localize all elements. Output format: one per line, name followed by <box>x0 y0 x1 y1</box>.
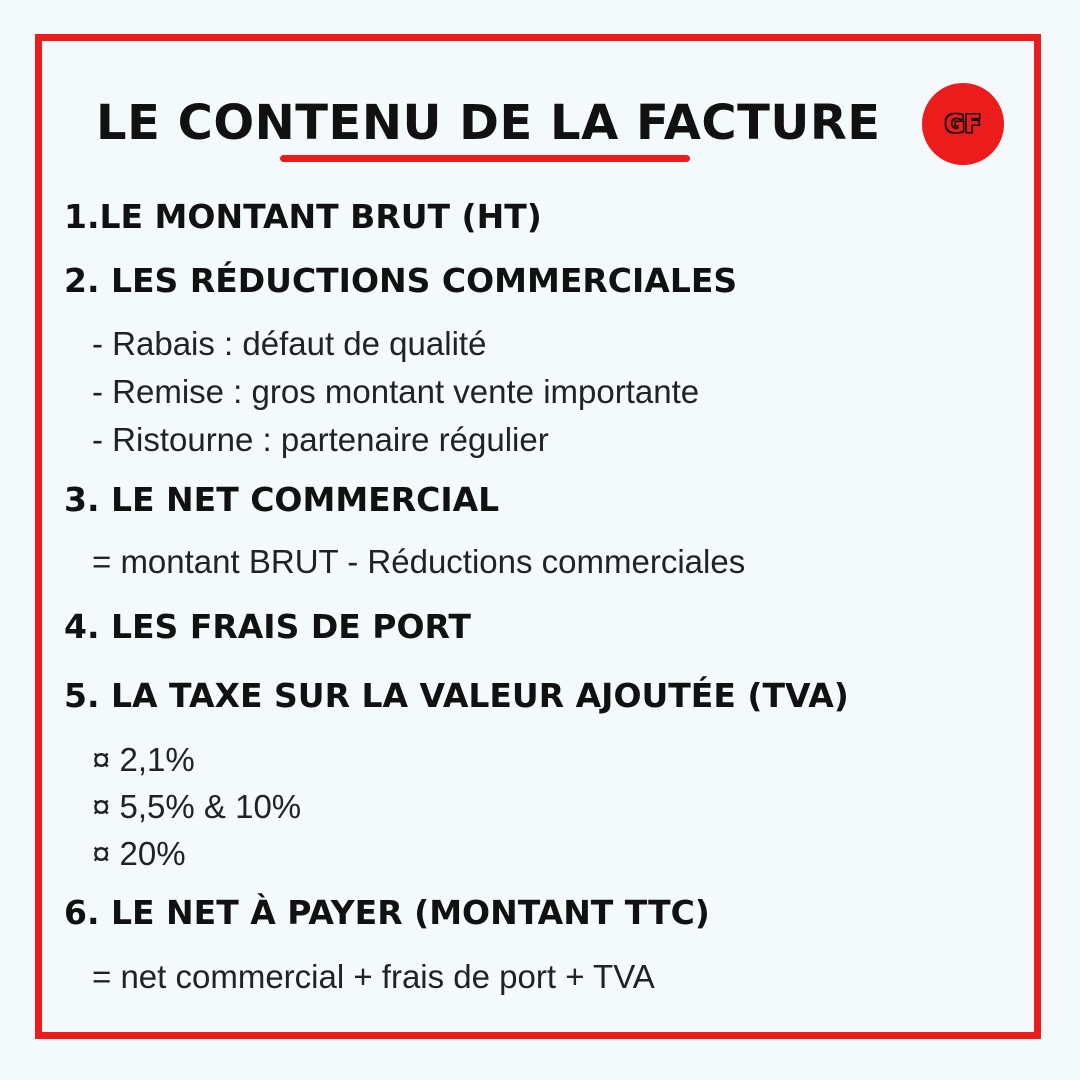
reduction-item-remise: - Remise : gros montant vente importante <box>92 373 700 410</box>
page-title: LE CONTENU DE LA FACTURE <box>96 95 881 151</box>
gf-logo: GF <box>922 83 1004 165</box>
section-heading-frais-de-port: 4. LES FRAIS DE PORT <box>64 607 471 646</box>
tva-rate-item: ¤ 5,5% & 10% <box>92 788 302 825</box>
section-heading-tva: 5. LA TAXE SUR LA VALEUR AJOUTÉE (TVA) <box>64 676 849 715</box>
section-heading-montant-brut: 1.LE MONTANT BRUT (HT) <box>64 197 542 236</box>
net-a-payer-formula: = net commercial + frais de port + TVA <box>92 958 655 995</box>
title-underline <box>280 155 690 162</box>
tva-rate-item: ¤ 20% <box>92 835 186 872</box>
reduction-item-rabais: - Rabais : défaut de qualité <box>92 325 487 362</box>
net-commercial-formula: = montant BRUT - Réductions commerciales <box>92 543 746 580</box>
red-border-frame <box>35 34 1041 1039</box>
reduction-item-ristourne: - Ristourne : partenaire régulier <box>92 421 549 458</box>
section-heading-net-a-payer: 6. LE NET À PAYER (MONTANT TTC) <box>64 893 710 932</box>
tva-rate-item: ¤ 2,1% <box>92 741 195 778</box>
section-heading-reductions: 2. LES RÉDUCTIONS COMMERCIALES <box>64 261 738 300</box>
section-heading-net-commercial: 3. LE NET COMMERCIAL <box>64 480 500 519</box>
